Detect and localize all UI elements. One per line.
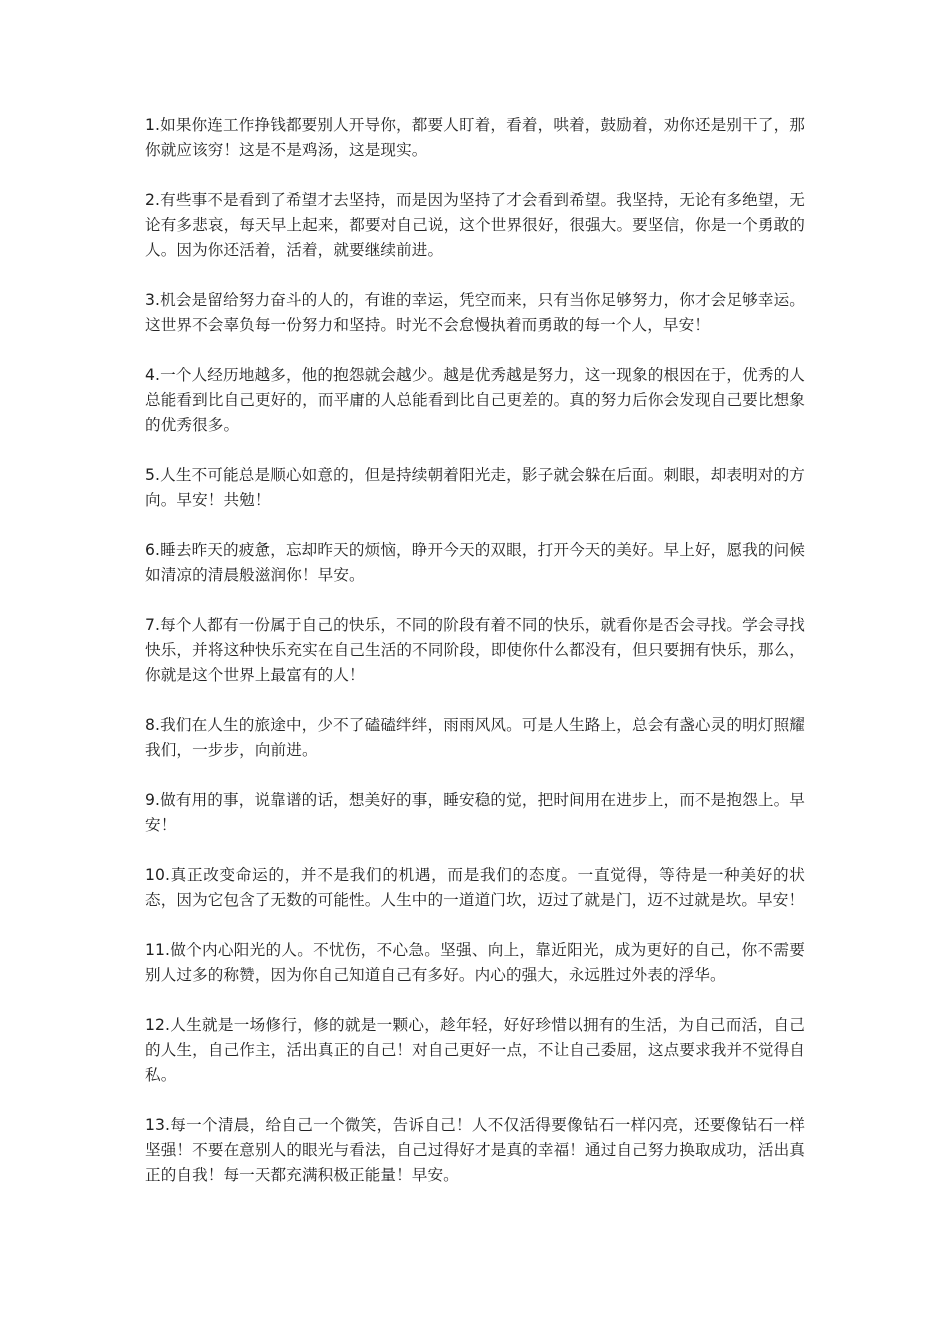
paragraph-9: 9.做有用的事，说靠谱的话，想美好的事，睡安稳的觉，把时间用在进步上，而不是抱怨上。早安！ <box>145 791 805 834</box>
paragraph-12: 12.人生就是一场修行，修的就是一颗心，趁年轻，好好珍惜以拥有的生活，为自己而活，自己的人生，自己作主，活出真正的自己！对自己更好一点，不让自己委屈，这点要求我并不觉得自私。 <box>145 1016 805 1084</box>
document-body <box>145 113 805 1213</box>
paragraph-13: 13.每一个清晨，给自己一个微笑，告诉自己！人不仅活得要像钻石一样闪亮，还要像钻石一样坚强！不要在意别人的眼光与看法，自己过得好才是真的幸福！通过自己努力换取成功，活出真正的自我！每一天都充满积极正能量！早安。 <box>145 1116 805 1184</box>
paragraph-10: 10.真正改变命运的，并不是我们的机遇，而是我们的态度。一直觉得，等待是一种美好的状态，因为它包含了无数的可能性。人生中的一道道门坎，迈过了就是门，迈不过就是坎。早安！ <box>145 866 805 909</box>
paragraph-7: 7.每个人都有一份属于自己的快乐，不同的阶段有着不同的快乐，就看你是否会寻找。学会寻找快乐，并将这种快乐充实在自己生活的不同阶段，即使你什么都没有，但只要拥有快乐，那么，你就是这个世界上最富有的人！ <box>145 616 805 684</box>
paragraph-1: 1.如果你连工作挣钱都要别人开导你，都要人盯着，看着，哄着，鼓励着，劝你还是别干了，那你就应该穷！这是不是鸡汤，这是现实。 <box>145 116 805 159</box>
paragraph-2: 2.有些事不是看到了希望才去坚持，而是因为坚持了才会看到希望。我坚持，无论有多绝望，无论有多悲哀，每天早上起来，都要对自己说，这个世界很好，很强大。要坚信，你是一个勇敢的人。因为你还活着，活着，就要继续前进。 <box>145 191 805 259</box>
paragraph-8: 8.我们在人生的旅途中，少不了磕磕绊绊，雨雨风风。可是人生路上，总会有盏心灵的明灯照耀我们，一步步，向前进。 <box>145 716 805 759</box>
paragraph-3: 3.机会是留给努力奋斗的人的，有谁的幸运，凭空而来，只有当你足够努力，你才会足够幸运。这世界不会辜负每一份努力和坚持。时光不会怠慢执着而勇敢的每一个人，早安！ <box>145 291 805 334</box>
paragraph-4: 4.一个人经历地越多，他的抱怨就会越少。越是优秀越是努力，这一现象的根因在于，优秀的人总能看到比自己更好的，而平庸的人总能看到比自己更差的。真的努力后你会发现自己要比想象的优秀很多。 <box>145 366 805 434</box>
paragraph-5: 5.人生不可能总是顺心如意的，但是持续朝着阳光走，影子就会躲在后面。刺眼，却表明对的方向。早安！共勉！ <box>145 466 805 509</box>
paragraph-11: 11.做个内心阳光的人。不忧伤，不心急。坚强、向上，靠近阳光，成为更好的自己，你不需要别人过多的称赞，因为你自己知道自己有多好。内心的强大，永远胜过外表的浮华。 <box>145 941 805 984</box>
paragraph-6: 6.睡去昨天的疲惫，忘却昨天的烦恼，睁开今天的双眼，打开今天的美好。早上好，愿我的问候如清凉的清晨般滋润你！早安。 <box>145 541 805 584</box>
